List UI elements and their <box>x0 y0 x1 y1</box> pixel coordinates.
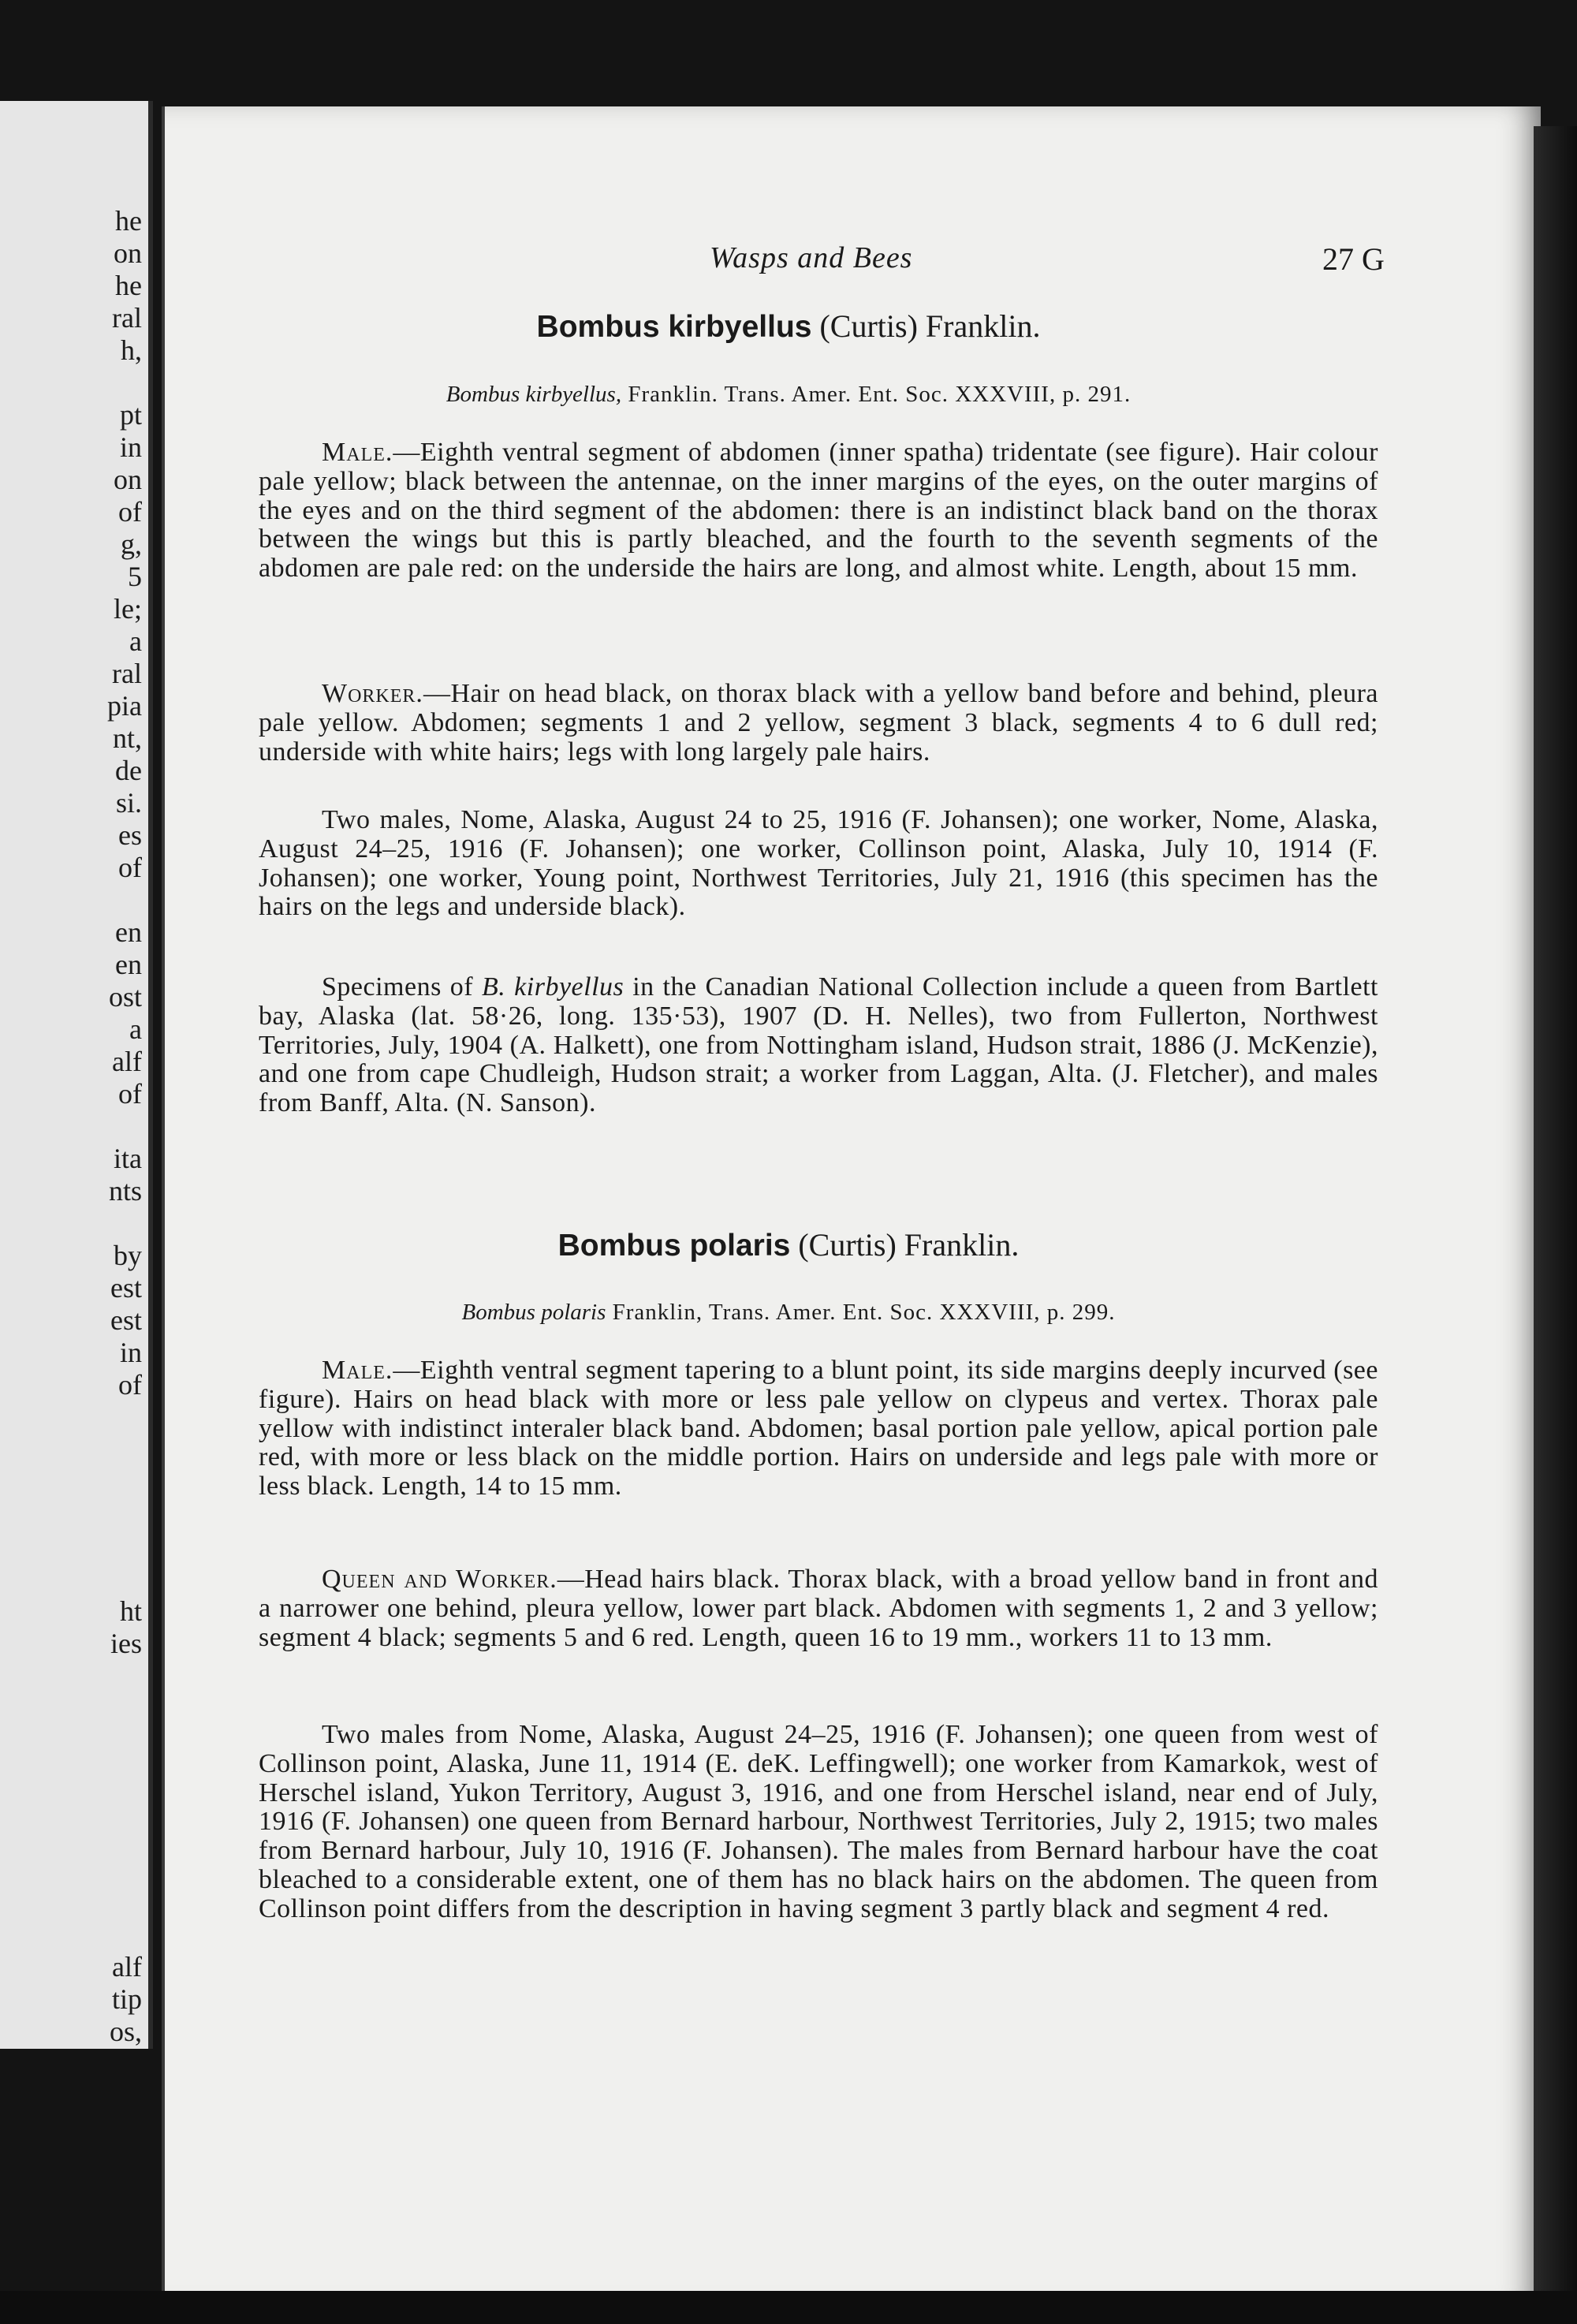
left-page-fragment: h, <box>121 334 142 366</box>
left-page-fragment: ies <box>110 1628 142 1659</box>
paragraph-queen-worker-polaris <box>259 1565 1378 1652</box>
left-page-fragment: nts <box>108 1175 142 1207</box>
scanned-page <box>162 106 1541 2307</box>
left-page-fragment: ost <box>108 981 142 1013</box>
section-label: Worker. <box>322 679 423 708</box>
left-page-fragment: on <box>114 464 142 495</box>
left-page-fragment: he <box>115 270 142 301</box>
left-page-fragment: pt <box>119 399 142 431</box>
left-page-fragment: de <box>115 755 142 786</box>
paragraph-male-polaris <box>259 1356 1378 1501</box>
left-page-fragment: g, <box>121 528 142 560</box>
page-number: 27 G <box>1322 241 1385 277</box>
left-page-fragment: on <box>114 237 142 269</box>
left-page-fragment: alf <box>112 1951 142 1983</box>
left-page-fragment: en <box>115 949 142 980</box>
left-page-fragment: by <box>114 1240 142 1271</box>
section-text: —Eighth ventral segment tapering to a blunt point, its side margins deeply incurved (see figure). Hairs on head black with more or less pale yellow on clypeus and vertex. Thorax pale yellow with indistinct interaler black band. Abdomen; basal portion pale yellow, apical portion pale red, with more or less black on the middle portion. Hairs on underside and legs pale with more or less black. Length, 14 to 15 mm. <box>259 1356 1378 1501</box>
citation-text: Franklin. Trans. Amer. Ent. Soc. XXXVIII, p. 291. <box>628 382 1131 407</box>
left-page-fragment: of <box>118 852 142 883</box>
section-text-lead: Specimens of <box>322 972 482 1002</box>
running-title: Wasps and Bees <box>710 241 913 274</box>
left-page-fragment: nt, <box>112 722 142 754</box>
citation-name: Bombus kirbyellus, <box>446 382 622 407</box>
scan-bottom-border <box>0 2291 1577 2324</box>
species-authority: (Curtis) Franklin. <box>798 1227 1020 1263</box>
left-page-fragment: in <box>119 431 142 463</box>
section-text: —Head hairs black. Thorax black, with a broad yellow band in front and a narrower one behind, pleura yellow, lower part black. Abdomen with segments 1, 2 and 3 yellow; segment 4 black; segments 5 and 6 red. Length, queen 16 to 19 mm., workers 11 to 13 mm. <box>259 1565 1378 1652</box>
left-page-fragment: a <box>129 625 142 657</box>
citation-name: Bombus polaris <box>461 1300 606 1325</box>
left-page-fragment: es <box>118 819 142 851</box>
section-text: —Eighth ventral segment of abdomen (inner spatha) tridentate (see figure). Hair colour pale yellow; black between the antennae, on the inner margins of the eyes, on the outer margins of the eyes and on the third segment of the abdomen: there is an indistinct black band on the thorax between the wings but this is partly bleached, and the fourth to the seventh segments of the abdomen are pale red: on the underside the hairs are long, and almost white. Length, about 15 mm. <box>259 438 1378 584</box>
species-authority: (Curtis) Franklin. <box>819 308 1041 344</box>
paragraph-records-kirbyellus <box>259 806 1378 922</box>
left-page-fragment: he <box>115 205 142 237</box>
left-page-fragment: le; <box>114 593 142 625</box>
paragraph-collection-kirbyellus <box>259 973 1378 1118</box>
species-name: Bombus kirbyellus <box>536 310 812 344</box>
left-page-fragment: alf <box>112 1046 142 1077</box>
section-text: —Hair on head black, on thorax black with a yellow band before and behind, pleura pale yellow. Abdomen; segments 1 and 2 yellow, segment 3 black, segments 4 to 6 dull red; underside with white hairs; legs with long largely pale hairs. <box>259 679 1378 767</box>
left-page-fragment: of <box>118 496 142 528</box>
left-page-fragment: of <box>118 1078 142 1110</box>
citation-kirbyellus <box>0 382 1577 408</box>
left-page-fragment: si. <box>115 787 142 819</box>
paragraph-records-polaris <box>259 1721 1378 1924</box>
species-heading-kirbyellus <box>0 308 1577 345</box>
section-text: Two males from Nome, Alaska, August 24–25, 1916 (F. Johansen); one queen from west of Collinson point, Alaska, June 11, 1914 (E. deK. Leffingwell); one worker from Kamarkok, west of Herschel island, Yukon Territory, August 3, 1916, and one from Herschel island, near end of July, 1916 (F. Johansen) one queen from Bernard harbour, Northwest Territories, July 2, 1915; two males from Bernard harbour, July 10, 1916 (F. Johansen). The males from Bernard harbour have the coat bleached to a considerable extent, one of them has no black hairs on the abdomen. The queen from Collinson point differs from the description in having segment 3 partly black and segment 4 red. <box>259 1720 1378 1923</box>
left-page-fragment: en <box>115 916 142 948</box>
left-page-fragment: ht <box>119 1595 142 1627</box>
species-heading-polaris <box>0 1226 1577 1263</box>
left-page-fragment: ita <box>114 1143 142 1174</box>
section-text: in the Canadian National Collection include a queen from Bartlett bay, Alaska (lat. 58·26, long. 135·53), 1907 (D. H. Nelles), two from Fullerton, Northwest Territories, July, 1904 (A. Halkett), one from Nottingham island, Hudson strait, 1886 (J. McKenzie), and one from cape Chudleigh, Hudson strait; a worker from Laggan, Alta. (J. Fletcher), and males from Banff, Alta. (N. Sanson). <box>259 972 1378 1118</box>
species-name: Bombus polaris <box>557 1229 791 1263</box>
left-page-fragment: a <box>129 1013 142 1045</box>
section-label: Male. <box>322 438 393 467</box>
section-label: Male. <box>322 1356 393 1385</box>
left-page-fragment: in <box>119 1337 142 1368</box>
left-page-fragment: os, <box>109 2016 142 2047</box>
left-page-fragment: est <box>110 1304 142 1336</box>
paragraph-male-kirbyellus <box>259 438 1378 584</box>
section-text: Two males, Nome, Alaska, August 24 to 25, 1916 (F. Johansen); one worker, Nome, Alaska, August 24–25, 1916 (F. Johansen); one worker, Collinson point, Alaska, July 10, 1914 (F. Johansen); one worker, Young point, Northwest Territories, July 21, 1916 (this specimen has the hairs on the legs and underside black). <box>259 805 1378 922</box>
left-page-fragment: ral <box>112 302 142 334</box>
paragraph-worker-kirbyellus <box>259 680 1378 767</box>
left-page-fragment: est <box>110 1272 142 1304</box>
page-edge-shadow <box>1534 126 1577 2324</box>
left-page-fragment: tip <box>111 1983 142 2015</box>
citation-polaris <box>0 1300 1577 1326</box>
citation-text: Franklin, Trans. Amer. Ent. Soc. XXXVIII, p. 299. <box>612 1300 1116 1325</box>
section-italic: B. kirbyellus <box>481 972 624 1002</box>
left-page-fragment: pia <box>107 690 142 722</box>
section-label: Queen and Worker. <box>322 1565 557 1594</box>
left-page-fragment: of <box>118 1369 142 1401</box>
left-page-fragment: ral <box>112 658 142 689</box>
left-page-fragment: 5 <box>128 561 142 592</box>
